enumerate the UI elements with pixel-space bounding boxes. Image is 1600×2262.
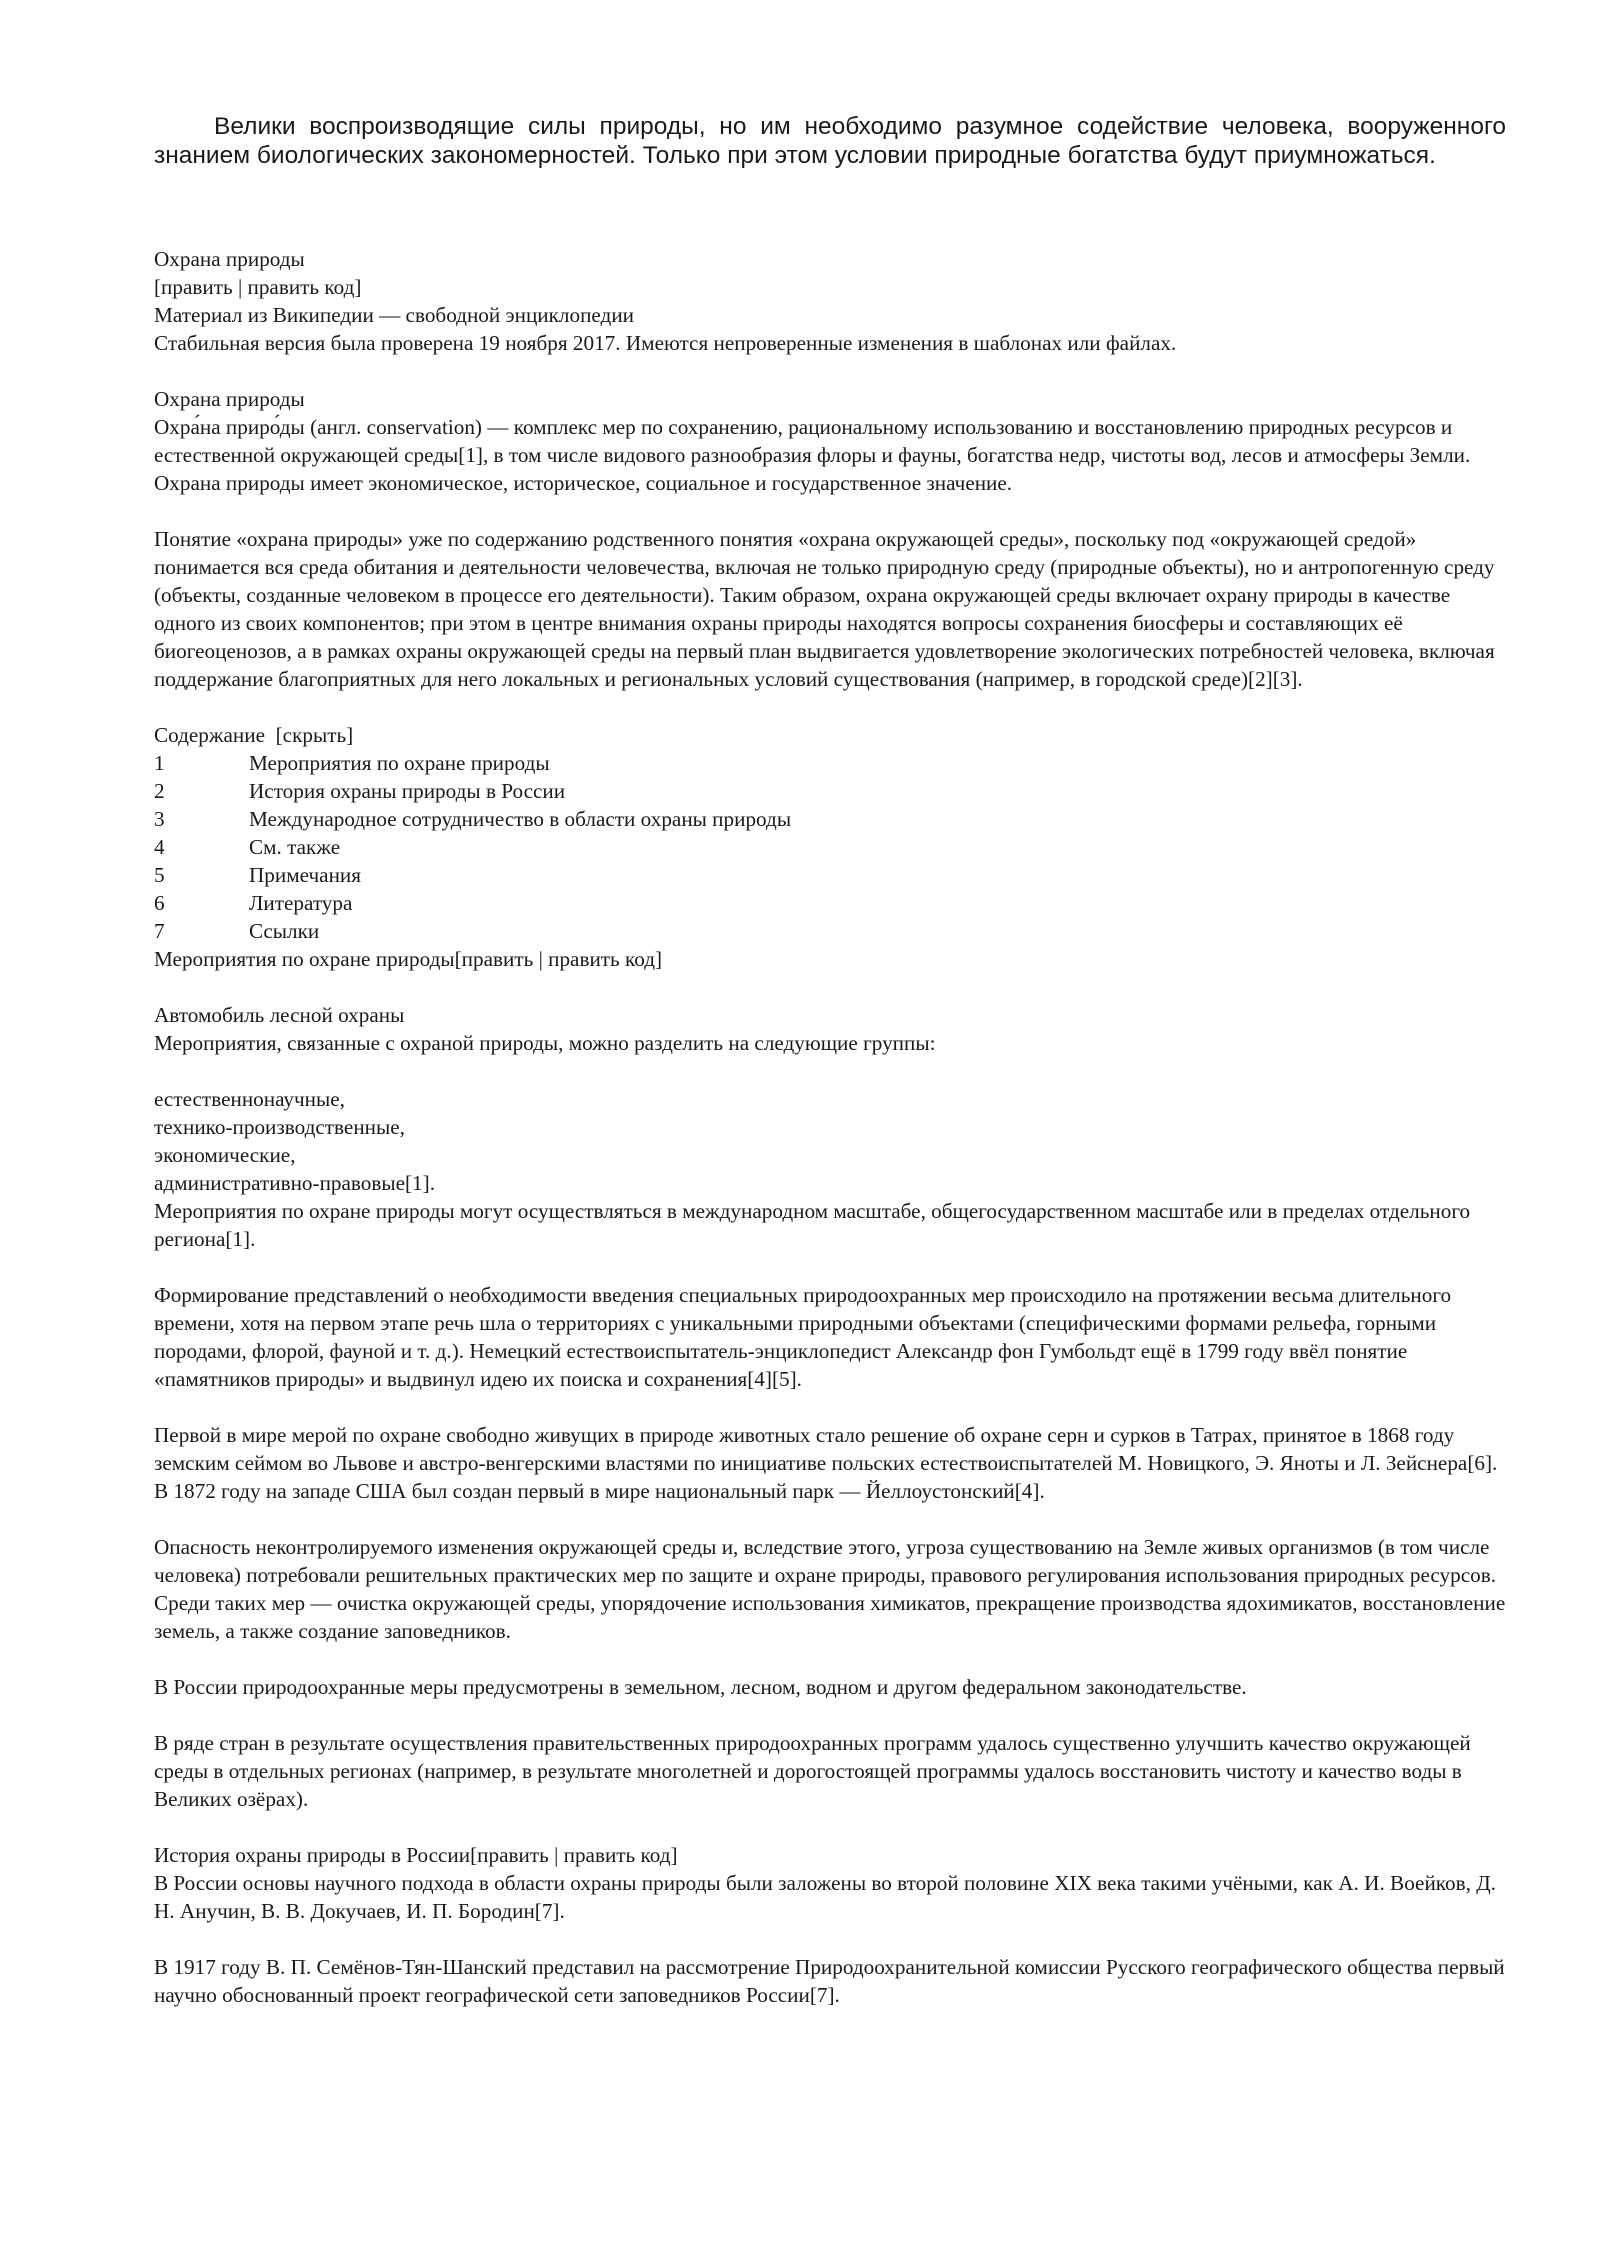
section-paragraph: Мероприятия, связанные с охраной природы, можно разделить на следующие группы: xyxy=(154,1031,936,1055)
toc-item-label[interactable]: Ссылки xyxy=(249,919,320,943)
list-item: естественнонаучные, xyxy=(154,1087,345,1111)
spacer xyxy=(154,1813,1506,1841)
toc-item[interactable] xyxy=(154,777,1506,805)
toc-item-label[interactable]: Мероприятия по охране природы xyxy=(249,751,550,775)
epigraph: Велики воспроизводящие силы природы, но им необходимо разумное содействие человека, вооруженного знанием биологических закономерностей. Только при этом условии природные богатства будут приумножаться. xyxy=(154,113,1506,169)
spacer xyxy=(154,357,1506,385)
list-item: экономические, xyxy=(154,1143,296,1167)
toc-item[interactable] xyxy=(154,805,1506,833)
toc-item[interactable] xyxy=(154,833,1506,861)
stable-version-notice: Стабильная версия была проверена 19 ноября 2017. Имеются непроверенные изменения в шаблонах или файлах. xyxy=(154,331,1177,355)
section-heading xyxy=(154,1841,1506,1869)
section-paragraph: Опасность неконтролируемого изменения окружающей среды и, вследствие этого, угроза существованию на Земле живых организмов (в том числе человека) потребовали решительных практических мер по защите и охране природы, правового регулирования использования природных ресурсов. Среди таких мер — очистка окружающей среды, упорядочение использования химикатов, прекращение производства ядохимикатов, восстановление земель, а также создание заповедников. xyxy=(154,1535,1506,1643)
section-paragraph: В России основы научного подхода в области охраны природы были заложены во второй половине XIX века такими учёными, как А. И. Воейков, Д. Н. Анучин, В. В. Докучаев, И. П. Бородин[7]. xyxy=(154,1871,1496,1923)
spacer xyxy=(154,1701,1506,1729)
intro-paragraph: Понятие «охрана природы» уже по содержанию родственного понятия «охрана окружающей среды», поскольку под «окружающей средой» понимается вся среда обитания и деятельности человечества, включая не только природную среду (природные объекты), но и антропогенную среду (объекты, созданные человеком в процессе его деятельности). Таким образом, охрана окружающей среды включает охрану природы в качестве одного из своих компонентов; при этом в центре внимания охраны природы находятся вопросы сохранения биосферы и составляющих её биогеоценозов, а в рамках охраны окружающей среды на первый план выдвигается удовлетворение экологических потребностей человека, включая поддержание благоприятных для него локальных и региональных условий существования (например, в городской среде)[2][3]. xyxy=(154,527,1495,691)
image-caption: Автомобиль лесной охраны xyxy=(154,1003,405,1027)
spacer xyxy=(154,693,1506,721)
section-heading xyxy=(154,945,1506,973)
toc-item-number: 2 xyxy=(154,779,165,803)
toc-item[interactable] xyxy=(154,749,1506,777)
toc-item-number: 7 xyxy=(154,919,165,943)
toc-item[interactable] xyxy=(154,861,1506,889)
section-paragraph: В 1917 году В. П. Семёнов-Тян-Шанский представил на рассмотрение Природоохранительной комиссии Русского географического общества первый научно обоснованный проект географической сети заповедников России[7]. xyxy=(154,1955,1505,2007)
toc-item-number: 1 xyxy=(154,751,165,775)
intro-paragraph: Охра́на приро́ды (англ. conservation) — комплекс мер по сохранению, рациональному использованию и восстановлению природных ресурсов и естественной окружающей среды[1], в том числе видового разнообразия флоры и фауны, богатства недр, чистоты вод, лесов и атмосферы Земли. Охрана природы имеет экономическое, историческое, социальное и государственное значение. xyxy=(154,415,1471,495)
spacer xyxy=(154,1645,1506,1673)
spacer xyxy=(154,973,1506,1001)
toc-item-label[interactable]: История охраны природы в России xyxy=(249,779,566,803)
section-paragraph: В России природоохранные меры предусмотрены в земельном, лесном, водном и другом федеральном законодательстве. xyxy=(154,1675,1247,1699)
toc-item[interactable] xyxy=(154,917,1506,945)
source-line: Материал из Википедии — свободной энциклопедии xyxy=(154,303,635,327)
section-paragraph: Формирование представлений о необходимости введения специальных природоохранных мер происходило на протяжении весьма длительного времени, хотя на первом этапе речь шла о территориях с уникальными природными объектами (специфическими формами рельефа, горными породами, флорой, фауной и т. д.). Немецкий естествоиспытатель-энциклопедист Александр фон Гумбольдт ещё в 1799 году ввёл понятие «памятников природы» и выдвинул идею их поиска и сохранения[4][5]. xyxy=(154,1283,1452,1391)
toc-title: Содержание xyxy=(154,723,266,747)
spacer xyxy=(154,1057,1506,1085)
spacer xyxy=(154,1393,1506,1421)
toc-item-number: 3 xyxy=(154,807,165,831)
list-item: технико-производственные, xyxy=(154,1115,405,1139)
spacer xyxy=(154,1505,1506,1533)
spacer xyxy=(154,1925,1506,1953)
toc-item-number: 6 xyxy=(154,891,165,915)
section-paragraph: Мероприятия по охране природы могут осуществляться в международном масштабе, общегосударственном масштабе или в пределах отдельного региона[1]. xyxy=(154,1199,1471,1251)
toc-item-label[interactable]: См. также xyxy=(249,835,341,859)
toc-item[interactable] xyxy=(154,889,1506,917)
toc-item-label[interactable]: Международное сотрудничество в области охраны природы xyxy=(249,807,792,831)
toc-hide-link[interactable]: [скрыть] xyxy=(275,723,354,747)
list-item: административно-правовые[1]. xyxy=(154,1171,436,1195)
section-edit-links[interactable]: [править | править код] xyxy=(470,1843,678,1867)
section-paragraph: Первой в мире мерой по охране свободно живущих в природе животных стало решение об охране серн и сурков в Татрах, принятое в 1868 году земским сеймом во Львове и австро-венгерскими властями по инициативе польских естествоиспытателей М. Новицкого, Э. Яноты и Л. Зейснера[6]. В 1872 году на западе США был создан первый в мире национальный парк — Йеллоустонский[4]. xyxy=(154,1423,1498,1503)
toc-heading xyxy=(154,721,1506,749)
article-title: Охрана природы xyxy=(154,247,305,271)
toc-item-number: 5 xyxy=(154,863,165,887)
section-edit-links[interactable]: [править | править код] xyxy=(454,947,663,971)
toc-item-label[interactable]: Литература xyxy=(249,891,353,915)
spacer xyxy=(154,497,1506,525)
section-paragraph: В ряде стран в результате осуществления правительственных природоохранных программ удалось существенно улучшить качество окружающей среды в отдельных регионах (например, в результате многолетней и дорогостоящей программы удалось восстановить чистоту и качество воды в Великих озёрах). xyxy=(154,1731,1471,1811)
section-title: Мероприятия по охране природы xyxy=(154,947,455,971)
article-body xyxy=(154,245,1506,2009)
section-title: История охраны природы в России xyxy=(154,1843,471,1867)
toc-item-number: 4 xyxy=(154,835,165,859)
edit-links[interactable]: [править | править код] xyxy=(154,275,362,299)
toc-item-label[interactable]: Примечания xyxy=(249,863,361,887)
image-caption: Охрана природы xyxy=(154,387,305,411)
spacer xyxy=(154,1253,1506,1281)
